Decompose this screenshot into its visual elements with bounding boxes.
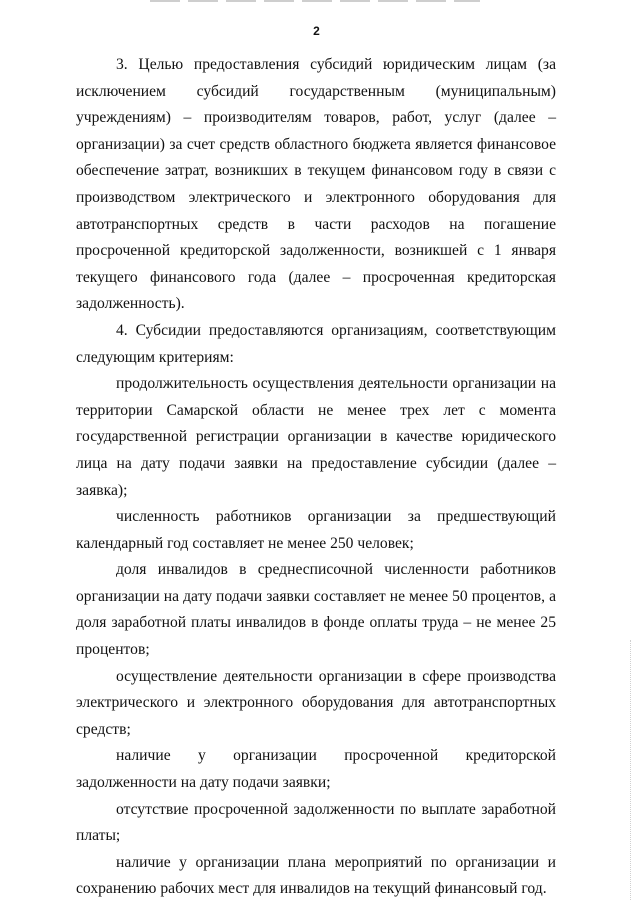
paragraph-purpose: 3. Целью предоставления субсидий юридическим лицам (за исключением субсидий государственным (муниципальным) учреждениям) – производителям товаров, работ, услуг (далее – организации) за счет средств областного бюджета является финансовое обеспечение затрат, возникших в текущем финансовом году в связи с производством электрического и электронного оборудования для автотранспортных средств в части расходов на погашение просроченной кредиторской задолженности, возникшей с 1 января текущего финансового года (далее – просроченная кредиторская задолженность). [76, 56, 556, 313]
top-scan-rule [150, 0, 480, 2]
scan-edge-marks [629, 640, 631, 900]
paragraph-criteria-intro: 4. Субсидии предоставляются организациям, соответствующим следующим критериям: [76, 321, 556, 366]
criterion-duration: продолжительность осуществления деятельности организации на территории Самарской области не менее трех лет с момента государственной регистрации организации в качестве юридического лица на дату подачи заявки на предоставление субсидии (далее – заявка); [76, 375, 556, 499]
criterion-headcount: численность работников организации за предшествующий календарный год составляет не менее 250 человек; [76, 508, 556, 552]
criterion-disabled-share: доля инвалидов в среднесписочной численности работников организации на дату подачи заявки составляет не менее 50 процентов, а доля заработной платы инвалидов в фонде оплаты труда – не менее 25 процентов; [76, 561, 556, 659]
criterion-no-wage-arrears: отсутствие просроченной задолженности по выплате заработной платы; [76, 800, 556, 845]
criterion-activity: осуществление деятельности организации в сфере производства электрического и электронного оборудования для автотранспортных средств; [76, 667, 556, 738]
criterion-jobs-plan: наличие у организации плана мероприятий по организации и сохранению рабочих мест для инвалидов на текущий финансовый год. [76, 853, 556, 898]
page-number: 2 [313, 24, 320, 38]
criterion-overdue-payables: наличие у организации просроченной кредиторской задолженности на дату подачи заявки; [76, 747, 556, 792]
document-body [76, 52, 556, 903]
